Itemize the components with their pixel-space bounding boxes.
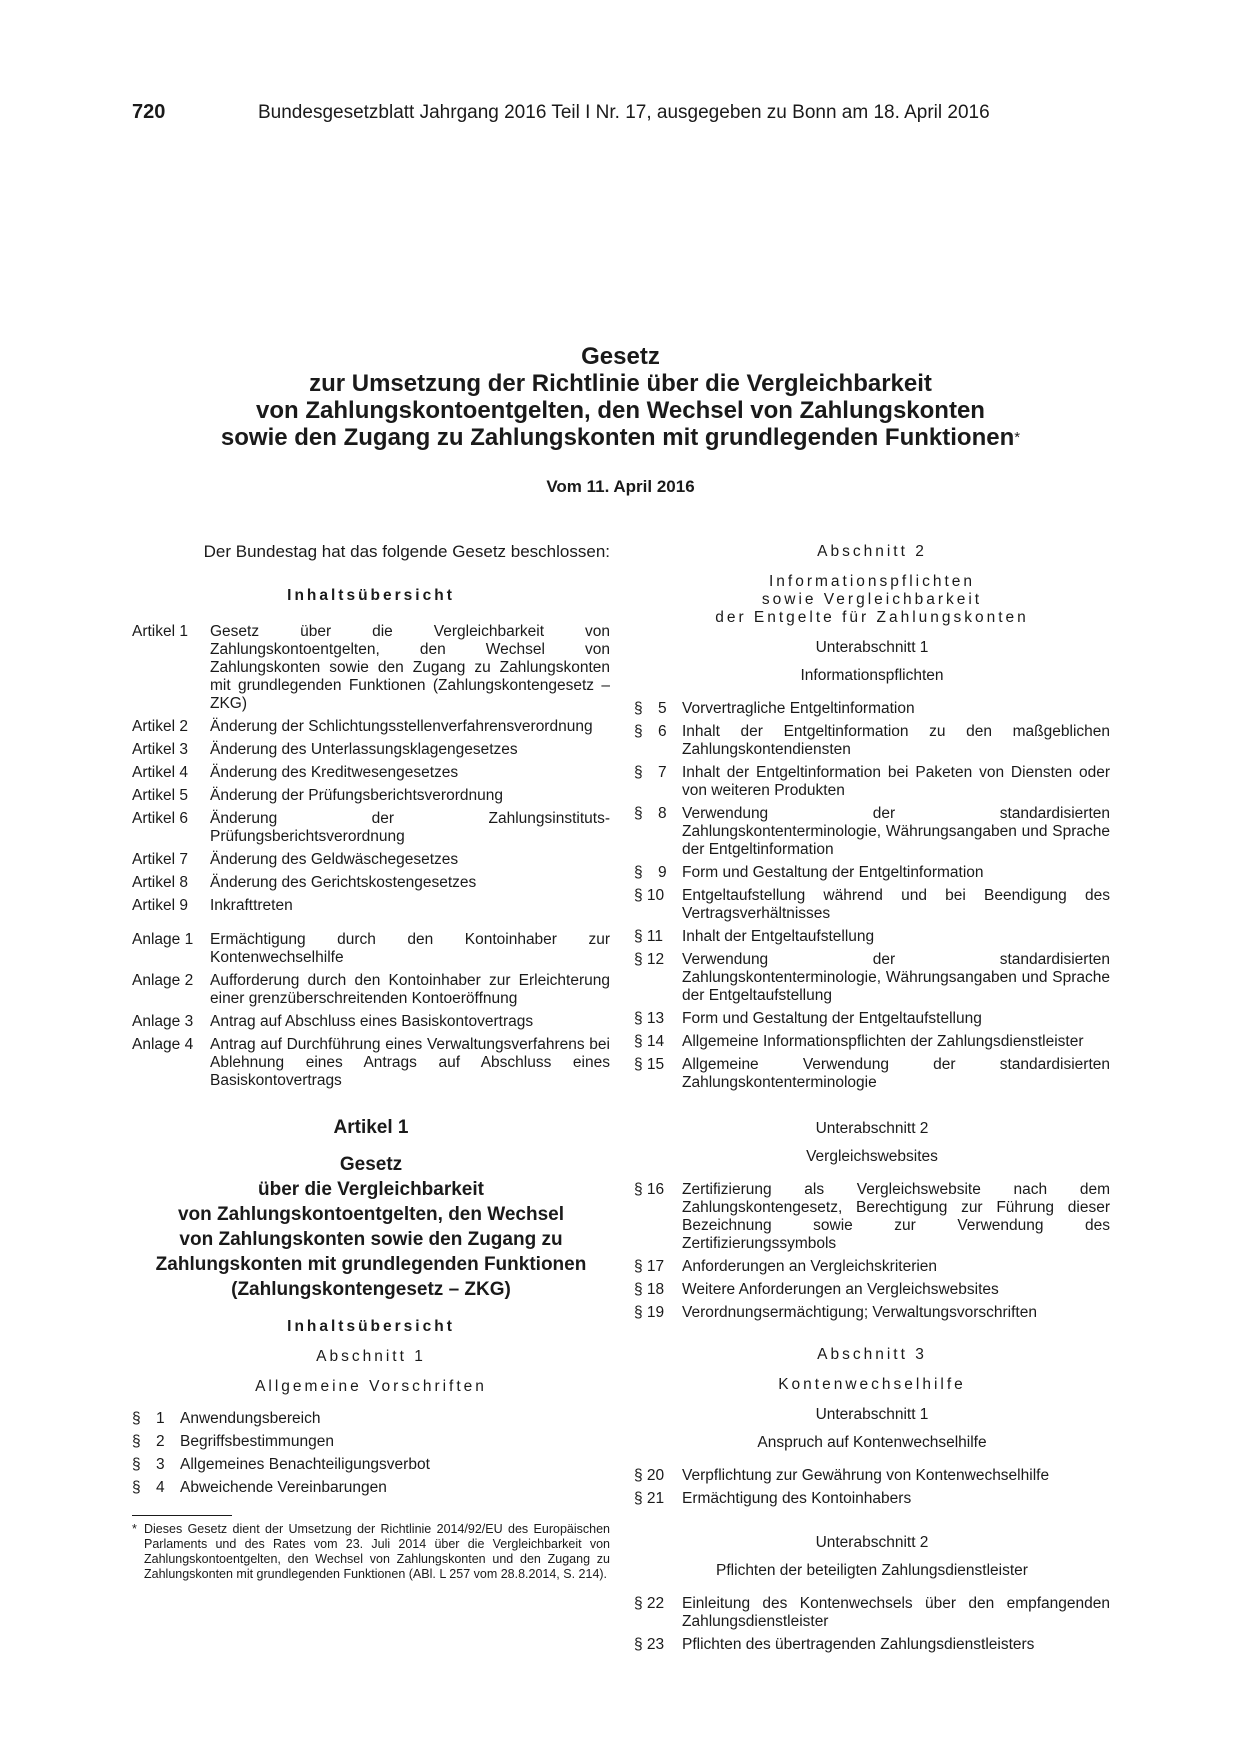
- paragraph-title: Verwendung der standardisierten Zahlungskontenterminologie, Währungsangaben und Sprache der Entgeltaufstellung: [682, 951, 1110, 1004]
- paragraph-row: [132, 1433, 610, 1451]
- toc-label: Artikel 4: [132, 764, 188, 781]
- header-text: Bundesgesetzblatt Jahrgang 2016 Teil I Nr. 17, ausgegeben zu Bonn am 18. April 2016: [258, 102, 990, 123]
- subsection-label: Unterabschnitt 2: [815, 1534, 929, 1551]
- section-sign: §: [634, 805, 643, 822]
- paragraph-row: [634, 1056, 1110, 1092]
- paragraph-title: Inhalt der Entgeltinformation bei Paketen von Diensten oder von weiteren Produkten: [682, 764, 1110, 799]
- annex-list: [132, 931, 610, 1090]
- paragraph-title: Zertifizierung als Vergleichswebsite nach dem Zahlungskontengesetz, Berechtigung zur Führung dieser Bezeichnung sowie zur Verwendung des Zertifizierungssymbols: [682, 1181, 1110, 1252]
- paragraph-row: [132, 1479, 610, 1497]
- article-1-title: [132, 1152, 610, 1302]
- subsection-label: Unterabschnitt 1: [815, 639, 929, 656]
- page-header: [132, 101, 990, 124]
- subsection-label: Unterabschnitt 1: [815, 1406, 929, 1423]
- section-sign: § 21: [634, 1490, 665, 1507]
- toc-label: Anlage 2: [132, 972, 194, 989]
- title-line: von Zahlungskontoentgelten, den Wechsel von Zahlungskonten: [256, 397, 985, 424]
- toc-text: Änderung des Gerichtskostengesetzes: [210, 874, 477, 891]
- paragraph-title: Pflichten des übertragenden Zahlungsdienstleisters: [682, 1636, 1035, 1653]
- section-sign: §: [634, 764, 643, 781]
- section-sign: § 16: [634, 1181, 665, 1198]
- toc-text: Inkrafttreten: [210, 897, 293, 914]
- section-3-sub-1-paragraph-list: [634, 1467, 1110, 1508]
- toc-label: Artikel 7: [132, 851, 188, 868]
- paragraph-title: Abweichende Vereinbarungen: [180, 1479, 387, 1496]
- section-2-sub-2-paragraph-list: [634, 1181, 1110, 1322]
- toc-row: [132, 764, 610, 782]
- enactment-clause: Der Bundestag hat das folgende Gesetz beschlossen:: [203, 542, 610, 561]
- paragraph-title: Allgemeines Benachteiligungsverbot: [180, 1456, 430, 1473]
- toc-row: [132, 787, 610, 805]
- section-sign: § 19: [634, 1304, 665, 1321]
- section-sign: § 11: [634, 928, 664, 945]
- section-sign: §: [132, 1479, 141, 1496]
- section-3-sub-2-paragraph-list: [634, 1595, 1110, 1654]
- paragraph-number: 3: [156, 1456, 165, 1473]
- paragraph-row: [634, 1595, 1110, 1631]
- toc-label: Artikel 5: [132, 787, 188, 804]
- footnote-marker: *: [132, 1522, 137, 1536]
- paragraph-title: Allgemeine Informationspflichten der Zahlungsdienstleister: [682, 1033, 1084, 1050]
- paragraph-title: Anwendungsbereich: [180, 1410, 321, 1427]
- paragraph-title: Verwendung der standardisierten Zahlungskontenterminologie, Währungsangaben und Sprache der Entgeltinformation: [682, 805, 1110, 858]
- paragraph-row: [634, 1258, 1110, 1276]
- article-1-title-line: Zahlungskonten mit grundlegenden Funktionen: [155, 1254, 587, 1275]
- section-sign: § 12: [634, 951, 665, 968]
- paragraph-row: [634, 864, 1110, 882]
- section-sign: §: [132, 1456, 141, 1473]
- section-sign: §: [634, 864, 643, 881]
- section-sign: § 18: [634, 1281, 665, 1298]
- toc-label: Artikel 9: [132, 897, 188, 914]
- toc-text: Änderung des Kreditwesengesetzes: [210, 764, 459, 781]
- paragraph-number: 5: [658, 700, 667, 717]
- title-line-text: sowie den Zugang zu Zahlungskonten mit grundlegenden Funktionen: [220, 424, 1015, 451]
- paragraph-row: [634, 1010, 1110, 1028]
- article-1-title-line: über die Vergleichbarkeit: [258, 1179, 484, 1200]
- paragraph-title: Inhalt der Entgeltaufstellung: [682, 928, 875, 945]
- toc-row: [132, 972, 610, 1008]
- toc-row: [132, 931, 610, 967]
- toc-row: [132, 874, 610, 892]
- paragraph-row: [634, 700, 1110, 718]
- section-2-sub-1-paragraph-list: [634, 700, 1110, 1092]
- right-column: [634, 543, 1110, 1659]
- paragraph-row: [634, 1467, 1110, 1485]
- paragraph-row: [634, 928, 1110, 946]
- footnote-divider: [132, 1515, 232, 1516]
- section-2-label: Abschnitt 2: [817, 543, 927, 560]
- section-sign: § 13: [634, 1010, 665, 1027]
- toc-label: Artikel 8: [132, 874, 188, 891]
- paragraph-row: [634, 1490, 1110, 1508]
- subsection-title: Pflichten der beteiligten Zahlungsdienstleister: [716, 1562, 1028, 1579]
- article-1-title-line: (Zahlungskontengesetz – ZKG): [231, 1279, 511, 1300]
- toc-row: [132, 718, 610, 736]
- subsection-title: Informationspflichten: [800, 667, 944, 684]
- paragraph-row: [634, 723, 1110, 759]
- spacer: [132, 920, 610, 931]
- section-2-title-line: sowie Vergleichbarkeit: [761, 591, 983, 608]
- paragraph-title: Form und Gestaltung der Entgeltaufstellung: [682, 1010, 982, 1027]
- toc-text: Gesetz über die Vergleichbarkeit von Zahlungskontoentgelten, den Wechsel von Zahlungskonten sowie den Zugang zu Zahlungskonten mit grundlegenden Funktionen (Zahlungskontengesetz – ZKG): [210, 623, 610, 712]
- paragraph-row: [634, 887, 1110, 923]
- title-line: Gesetz: [581, 343, 660, 370]
- toc-label: Artikel 1: [132, 623, 188, 640]
- article-1-toc-heading: Inhaltsübersicht: [287, 1318, 455, 1335]
- paragraph-title: Anforderungen an Vergleichskriterien: [682, 1258, 938, 1275]
- page-number: 720: [132, 101, 166, 123]
- section-1-paragraph-list: [132, 1410, 610, 1497]
- toc-text: Ermächtigung durch den Kontoinhaber zur Kontenwechselhilfe: [210, 931, 610, 966]
- paragraph-row: [132, 1410, 610, 1428]
- paragraph-number: 4: [156, 1479, 165, 1496]
- toc-row: [132, 1013, 610, 1031]
- paragraph-row: [634, 1033, 1110, 1051]
- subsection-title: Vergleichswebsites: [806, 1148, 938, 1165]
- article-1-title-line: von Zahlungskontoentgelten, den Wechsel: [177, 1204, 565, 1225]
- paragraph-number: 7: [658, 764, 667, 781]
- toc-row: [132, 897, 610, 915]
- paragraph-number: 9: [658, 864, 667, 881]
- article-1-heading: Artikel 1: [333, 1117, 409, 1138]
- toc-text: Änderung des Unterlassungsklagengesetzes: [210, 741, 518, 758]
- toc-label: Artikel 2: [132, 718, 188, 735]
- paragraph-title: Entgeltaufstellung während und bei Beendigung des Vertragsverhältnisses: [682, 887, 1110, 922]
- toc-row: [132, 810, 610, 846]
- law-title: [100, 343, 1141, 451]
- left-column: [132, 543, 610, 1582]
- section-sign: § 23: [634, 1636, 665, 1653]
- paragraph-title: Begriffsbestimmungen: [180, 1433, 334, 1450]
- toc-row: [132, 851, 610, 869]
- footnote-text: Dieses Gesetz dient der Umsetzung der Richtlinie 2014/92/EU des Europäischen Parlaments und des Rates vom 23. Juli 2014 über die Vergleichbarkeit von Zahlungskontoentgelten, den Wechsel von Zahlungskonten und den Zugang zu Zahlungskonten mit grundlegenden Funktionen (ABl. L 257 vom 28.8.2014, S. 214).: [144, 1522, 610, 1581]
- toc-label: Anlage 4: [132, 1036, 194, 1053]
- toc-label: Artikel 3: [132, 741, 188, 758]
- section-2-title-line: Informationspflichten: [768, 573, 976, 590]
- paragraph-row: [634, 1304, 1110, 1322]
- toc-heading: Inhaltsübersicht: [287, 587, 455, 604]
- footnote: [132, 1522, 610, 1582]
- section-1-title: Allgemeine Vorschriften: [255, 1378, 487, 1395]
- subsection-label: Unterabschnitt 2: [815, 1120, 929, 1137]
- paragraph-row: [132, 1456, 610, 1474]
- paragraph-number: 2: [156, 1433, 165, 1450]
- footnote-marker: *: [1014, 429, 1021, 446]
- toc-text: Antrag auf Abschluss eines Basiskontovertrags: [210, 1013, 534, 1030]
- section-sign: § 14: [634, 1033, 665, 1050]
- paragraph-row: [634, 764, 1110, 800]
- toc-text: Aufforderung durch den Kontoinhaber zur Erleichterung einer grenzüberschreitenden Kontoeröffnung: [210, 972, 610, 1007]
- paragraph-row: [634, 1636, 1110, 1654]
- section-3-label: Abschnitt 3: [817, 1346, 927, 1363]
- paragraph-title: Vorvertragliche Entgeltinformation: [682, 700, 915, 717]
- section-sign: § 10: [634, 887, 665, 904]
- paragraph-number: 8: [658, 805, 667, 822]
- section-sign: §: [132, 1433, 141, 1450]
- paragraph-title: Inhalt der Entgeltinformation zu den maßgeblichen Zahlungskontendiensten: [682, 723, 1110, 758]
- toc-row: [132, 741, 610, 759]
- toc-text: Änderung der Schlichtungsstellenverfahrensverordnung: [210, 718, 593, 735]
- toc-text: Änderung der Prüfungsberichtsverordnung: [210, 787, 503, 804]
- paragraph-row: [634, 1281, 1110, 1299]
- paragraph-title: Form und Gestaltung der Entgeltinformation: [682, 864, 984, 881]
- article-1-title-line: Gesetz: [339, 1154, 403, 1175]
- toc-text: Antrag auf Durchführung eines Verwaltungsverfahrens bei Ablehnung eines Antrags auf Abschluss eines Basiskontovertrags: [210, 1036, 610, 1089]
- paragraph-row: [634, 805, 1110, 859]
- article-1-title-line: von Zahlungskonten sowie den Zugang zu: [179, 1229, 563, 1250]
- paragraph-row: [634, 951, 1110, 1005]
- paragraph-title: Verpflichtung zur Gewährung von Kontenwechselhilfe: [682, 1467, 1050, 1484]
- toc-row: [132, 623, 610, 713]
- paragraph-number: 1: [156, 1410, 165, 1427]
- section-sign: § 20: [634, 1467, 665, 1484]
- section-sign: § 22: [634, 1595, 665, 1612]
- section-sign: §: [634, 700, 643, 717]
- paragraph-title: Verordnungsermächtigung; Verwaltungsvorschriften: [682, 1304, 1037, 1321]
- toc-label: Anlage 1: [132, 931, 194, 948]
- section-sign: § 17: [634, 1258, 665, 1275]
- toc-row: [132, 1036, 610, 1090]
- paragraph-title: Einleitung des Kontenwechsels über den empfangenden Zahlungsdienstleister: [682, 1595, 1110, 1630]
- section-2-title-line: der Entgelte für Zahlungskonten: [715, 609, 1029, 626]
- toc-text: Änderung des Geldwäschegesetzes: [210, 851, 459, 868]
- article-list: [132, 623, 610, 915]
- paragraph-title: Allgemeine Verwendung der standardisierten Zahlungskontenterminologie: [682, 1056, 1110, 1091]
- paragraph-row: [634, 1181, 1110, 1253]
- paragraph-title: Ermächtigung des Kontoinhabers: [682, 1490, 912, 1507]
- title-line: [100, 424, 1141, 451]
- section-3-title: Kontenwechselhilfe: [778, 1376, 966, 1393]
- title-line: zur Umsetzung der Richtlinie über die Vergleichbarkeit: [309, 370, 932, 397]
- section-sign: § 15: [634, 1056, 665, 1073]
- section-sign: §: [634, 723, 643, 740]
- toc-text: Änderung der Zahlungsinstituts-Prüfungsberichtsverordnung: [210, 810, 610, 845]
- paragraph-title: Weitere Anforderungen an Vergleichswebsites: [682, 1281, 999, 1298]
- law-date: Vom 11. April 2016: [546, 477, 695, 496]
- section-1-label: Abschnitt 1: [316, 1348, 426, 1365]
- section-sign: §: [132, 1410, 141, 1427]
- toc-label: Anlage 3: [132, 1013, 194, 1030]
- toc-label: Artikel 6: [132, 810, 188, 827]
- subsection-title: Anspruch auf Kontenwechselhilfe: [757, 1434, 987, 1451]
- paragraph-number: 6: [658, 723, 667, 740]
